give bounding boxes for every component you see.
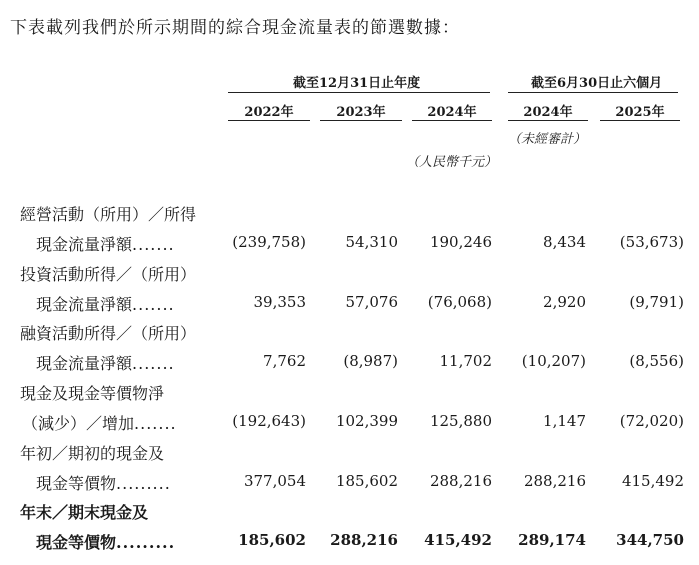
value-operating-2023: 54,310	[345, 233, 398, 251]
value-investing-2022: 39,353	[253, 293, 306, 311]
value-opening-2024-interim: 288,216	[523, 472, 586, 490]
year-rule-2024	[412, 120, 492, 121]
row-label-financing-line1: 融資活動所得／（所用）	[20, 324, 197, 343]
group-label-interim: 截至6月30日止六個月	[531, 76, 663, 91]
year-header-2023: 2023年	[336, 105, 386, 120]
value-opening-2023: 185,602	[335, 472, 398, 490]
year-rule-2023	[320, 120, 402, 121]
value-operating-2025-interim: (53,673)	[619, 233, 684, 251]
value-net-change-2025-interim: (72,020)	[619, 412, 684, 430]
value-net-change-2024-interim: 1,147	[543, 412, 586, 430]
year-header-2024: 2024年	[427, 105, 477, 120]
year-rule-2024-interim	[508, 120, 588, 121]
value-investing-2024-interim: 2,920	[543, 293, 586, 311]
value-closing-2024: 415,492	[424, 531, 492, 549]
row-label-opening-line2: 現金等價物.........	[36, 474, 171, 493]
header-rule-annual	[228, 92, 490, 93]
value-investing-2024: (76,068)	[427, 293, 492, 311]
row-label-net-change-line1: 現金及現金等價物淨	[20, 384, 165, 403]
value-closing-2023: 288,216	[330, 531, 398, 549]
row-label-opening-line1: 年初／期初的現金及	[20, 444, 165, 463]
value-financing-2025-interim: (8,556)	[629, 352, 684, 370]
value-opening-2022: 377,054	[243, 472, 306, 490]
currency-unit-note: （人民幣千元）	[406, 155, 498, 170]
year-rule-2022	[228, 120, 310, 121]
value-financing-2023: (8,987)	[343, 352, 398, 370]
value-closing-2022: 185,602	[238, 531, 306, 549]
value-operating-2024: 190,246	[429, 233, 492, 251]
row-label-operating-line2: 現金流量淨額.......	[36, 235, 175, 254]
year-header-2022: 2022年	[244, 105, 294, 120]
row-label-financing-line2: 現金流量淨額.......	[36, 354, 175, 373]
value-investing-2025-interim: (9,791)	[629, 293, 684, 311]
value-financing-2022: 7,762	[263, 352, 306, 370]
intro-text: 下表載列我們於所示期間的綜合現金流量表的節選數據：	[10, 18, 460, 38]
year-rule-2025-interim	[600, 120, 680, 121]
row-label-closing-line1: 年末／期末現金及	[20, 503, 149, 522]
value-closing-2025-interim: 344,750	[616, 531, 684, 549]
row-label-net-change-line2: （減少）／增加.......	[22, 414, 177, 433]
year-header-2024-interim: 2024年	[523, 105, 573, 120]
value-financing-2024-interim: (10,207)	[521, 352, 586, 370]
value-net-change-2022: (192,643)	[232, 412, 306, 430]
value-closing-2024-interim: 289,174	[518, 531, 586, 549]
value-investing-2023: 57,076	[345, 293, 398, 311]
value-net-change-2024: 125,880	[429, 412, 492, 430]
value-net-change-2023: 102,399	[335, 412, 398, 430]
row-label-investing-line1: 投資活動所得／（所用）	[20, 265, 197, 284]
unaudited-note: （未經審計）	[508, 132, 587, 147]
value-operating-2024-interim: 8,434	[543, 233, 586, 251]
row-label-closing-line2: 現金等價物.........	[36, 533, 176, 552]
row-label-operating-line1: 經營活動（所用）／所得	[20, 205, 197, 224]
year-header-2025-interim: 2025年	[615, 105, 665, 120]
value-operating-2022: (239,758)	[232, 233, 306, 251]
value-opening-2024: 288,216	[429, 472, 492, 490]
row-label-investing-line2: 現金流量淨額.......	[36, 295, 175, 314]
value-opening-2025-interim: 415,492	[621, 472, 684, 490]
group-label-annual: 截至12月31日止年度	[293, 76, 421, 91]
value-financing-2024: 11,702	[439, 352, 492, 370]
header-rule-interim	[508, 92, 678, 93]
